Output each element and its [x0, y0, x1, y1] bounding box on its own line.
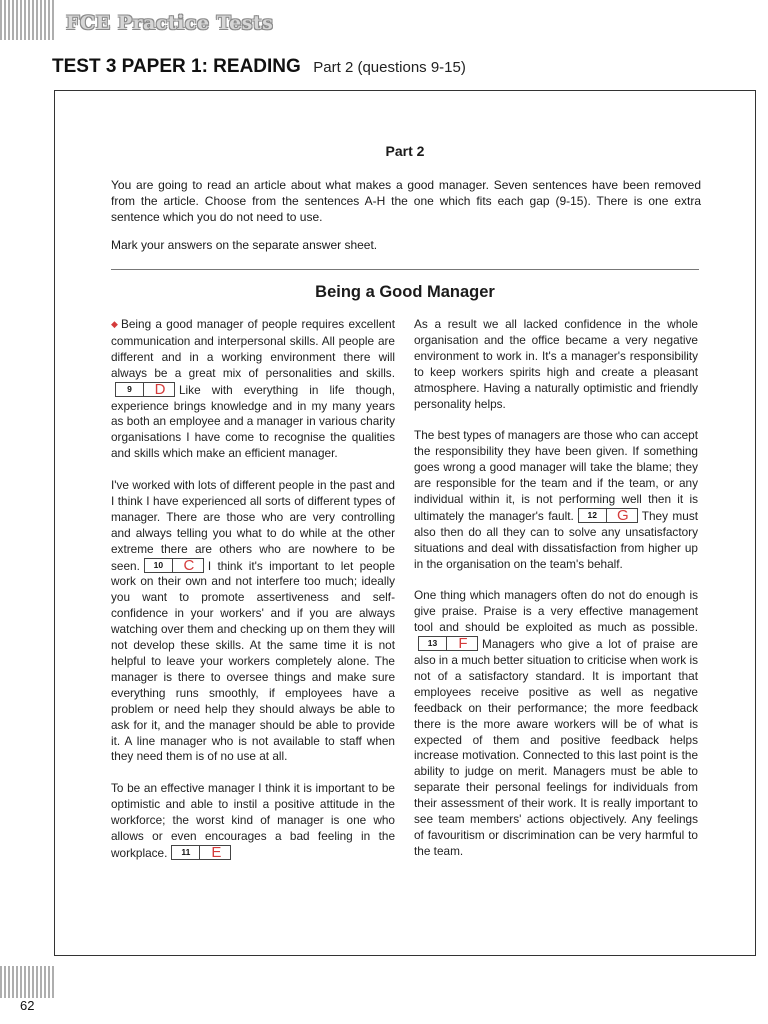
gap-answer: C	[183, 556, 195, 574]
divider	[111, 269, 699, 270]
paragraph-3-continued: As a result we all lacked confidence in the whole organisation and the office became a very negative environment to work in. It's a manager's responsibility to keep workers spirits high and create a pleasant atmosphere. Having a naturally optimistic and friendly personality helps.	[414, 317, 698, 411]
article-column-right	[414, 317, 698, 876]
content-frame	[54, 90, 756, 956]
gap-number: 9	[116, 383, 144, 396]
instructions-answer-sheet: Mark your answers on the separate answer sheet.	[111, 238, 378, 252]
gap-answer: E	[211, 843, 222, 861]
paragraph-1: ◆ Being a good manager of people requires excellent communication and interpersonal skills. All people are different and in a working environment there will always be a great mix of personalities and skills. 9 D Like with everything in life though, experience brings knowledge and in my many years as both an employee and a manager in various charity organisations I have come to recognise the qualities and skills which make an efficient manager.	[111, 317, 396, 461]
paragraph-4: The best types of managers are those who can accept the responsibility they have been given. If something goes wrong a good manager will take the blame; they are responsible for the team and if the team, or any individual within it, is not performing well then it is ultimately the manager's fault. 12 G They must also then do all they can to solve any unsatisfactory situations and deal with dissatisfaction from higher up in the organisation on the team's behalf.	[414, 428, 698, 571]
gap-10[interactable]	[144, 558, 204, 573]
gap-9[interactable]	[115, 382, 175, 397]
gap-answer: F	[458, 635, 468, 653]
part-title: Part 2	[385, 143, 425, 159]
test-title: TEST 3 PAPER 1: READING	[52, 56, 301, 77]
paragraph-5: One thing which managers often do not do enough is give praise. Praise is a very effective management tool and should be exploited as much as possible. 13 F Managers who give a lot of praise are also in a much better situation to criticise when work is not of a satisfactory standard. It is important that employees receive positive as well as negative feedback on their performance; the more feedback there is the more aware workers will be of what is expected of them and positive feedback helps increase motivation. Connected to this last point is the ability to judge on merit. Managers must be able to separate their personal feelings for individuals from their assessment of their work. It is really important to see team members' actions objectively. Any feelings of favouritism or discrimination can be very harmful to the team.	[414, 588, 698, 858]
gap-13[interactable]	[418, 636, 478, 651]
gap-answer: G	[616, 506, 629, 524]
gap-number: 13	[419, 637, 447, 650]
paragraph-3: To be an effective manager I think it is important to be optimistic and able to instil a positive attitude in the workforce; the worst kind of manager is one who allows or even encourages a bad feeling in the workplace. 11 E	[111, 781, 395, 861]
gap-number: 12	[579, 509, 607, 522]
article-title: Being a Good Manager	[315, 283, 495, 301]
gap-12[interactable]	[578, 508, 638, 523]
paragraph-2: I've worked with lots of different people in the past and I think I have experienced all sorts of different types of manager. There are those who are very controlling and always telling you what to do while at the other extreme there are others who are nowhere to be seen. 10 C I think it's important to let people work on their own and not interfere too much; ideally you want to promote assertiveness and self-confidence in your workers' and if you are always watching over them and checking up on them they will not develop these skills. At the same time it is not helpful to leave your workers completely alone. The manager is there to oversee things and make sure everything runs smoothly, if employees have a problem or need help they should always be able to ask for it, and the manager should be able to provide it. A line manager who is not available to staff when they need them is of no use at all.	[111, 478, 395, 764]
gap-answer: D	[154, 380, 166, 398]
article-column-left	[111, 317, 395, 878]
gap-number: 10	[145, 559, 173, 572]
decorative-stripes-top	[0, 0, 56, 40]
decorative-stripes-bottom	[0, 966, 56, 998]
test-heading	[52, 56, 466, 78]
gap-number: 11	[172, 846, 200, 859]
test-subtitle: Part 2 (questions 9-15)	[313, 59, 466, 76]
instructions	[111, 177, 701, 265]
gap-11[interactable]	[171, 845, 231, 860]
series-title: FCE Practice Tests	[66, 12, 274, 34]
instructions-text: You are going to read an article about what makes a good manager. Seven sentences have been removed from the article. Choose from the sentences A-H the one which fits each gap (9-15). There is one extra sentence which you do not need to use.	[111, 178, 701, 224]
bullet-mark-icon: ◆	[111, 319, 119, 329]
page-number: 62	[20, 998, 35, 1013]
